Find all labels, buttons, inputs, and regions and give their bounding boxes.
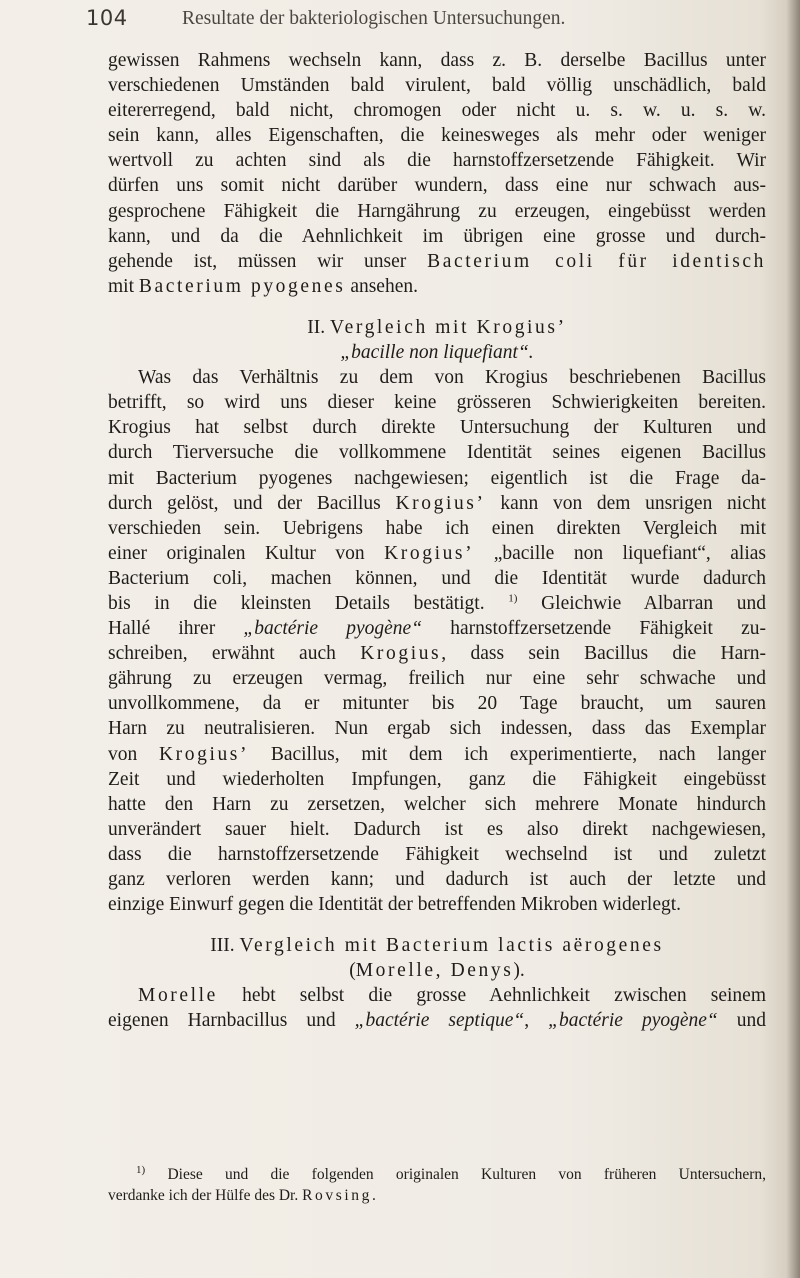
text-fragment: , — [524, 1010, 530, 1032]
text-fragment: Hallé ihrer — [108, 618, 216, 640]
text-line: unvollkommene, da er mitunter bis 20 Tage braucht, um sauren — [108, 693, 766, 715]
text-line: hatte den Harn zu zersetzen, welcher sich mehrere Monate hindurch — [108, 793, 766, 815]
text-fragment: einer originalen Kultur von — [108, 542, 365, 564]
section-title: Vergleich mit Krogius’ — [330, 316, 567, 338]
text-line — [108, 541, 766, 566]
page-number: 104 — [86, 6, 128, 30]
running-title: Resultate der bakteriologischen Untersuchungen. — [182, 8, 566, 29]
footnote-mark: 1) — [136, 1163, 146, 1176]
text-line — [108, 249, 766, 274]
text-fragment: harnstoffzersetzende Fähigkeit zu- — [450, 618, 767, 640]
text-line: Bacterium coli, machen können, und die Identität wurde dadurch — [108, 567, 766, 589]
text-line — [108, 274, 766, 299]
author-name-spaced: Morelle — [138, 985, 218, 1007]
text-fragment: und — [736, 1010, 767, 1032]
section-number: III. — [210, 935, 235, 957]
section-number: II. — [307, 316, 326, 338]
text-fragment: ( — [349, 960, 356, 982]
text-fragment: kann von dem unsrigen nicht — [500, 492, 767, 514]
text-fragment: gehende ist, müssen wir unser — [108, 250, 407, 272]
text-line: durch Tierversuche die vollkommene Identität seines eigenen Bacillus — [108, 442, 766, 464]
species-name-spaced: Bacterium coli für identisch — [427, 250, 766, 272]
section-heading — [108, 933, 766, 958]
text-line: kann, und da die Aehnlichkeit im übrigen eine grosse und durch- — [108, 225, 766, 247]
text-fragment: durch gelöst, und der Bacillus — [108, 492, 381, 514]
author-name-spaced: Krogius’ — [158, 743, 250, 765]
text-line: ganz verloren werden kann; und dadurch ist auch der letzte und — [108, 869, 766, 890]
text-fragment: ansehen. — [350, 275, 418, 297]
text-line: gewissen Rahmens wechseln kann, dass z. B. derselbe Bacillus unter — [108, 50, 766, 71]
text-fragment: mit — [108, 275, 135, 297]
text-fragment: bis in die kleinsten Details bestätigt. — [108, 592, 485, 614]
species-name-spaced: Bacterium pyogenes — [138, 275, 346, 297]
text-line: betrifft, so wird uns dieser keine grösseren Schwierigkeiten bereiten. — [108, 392, 766, 414]
text-fragment: . — [372, 1187, 376, 1204]
text-fragment: Bacillus, mit dem ich experimentierte, nach langer — [270, 743, 767, 765]
section-title: Vergleich mit Bacterium lactis aërogenes — [239, 935, 664, 957]
page-header — [86, 6, 726, 34]
text-line: dass die harnstoffzersetzende Fähigkeit wechselnd ist und zuletzt — [108, 843, 766, 865]
section-authors — [108, 958, 766, 983]
section-gap — [108, 917, 766, 933]
text-line: verschieden sein. Uebrigens habe ich einen direkten Vergleich mit — [108, 517, 766, 539]
text-line: mit Bacterium pyogenes nachgewiesen; eigentlich ist die Frage da- — [108, 467, 766, 489]
text-fragment: schreiben, erwähnt auch — [108, 643, 336, 665]
section-subtitle — [108, 340, 766, 365]
footnotes — [108, 1164, 766, 1206]
italic-term: „bactérie pyogène“ — [548, 1010, 718, 1032]
text-line: gesprochene Fähigkeit die Harngährung zu erzeugen, eingebüsst werden — [108, 200, 766, 222]
body-text — [108, 48, 766, 1034]
text-line — [108, 742, 766, 767]
text-fragment: ). — [513, 960, 525, 982]
text-fragment: Gleichwie Albarran und — [541, 592, 767, 614]
text-line: Krogius hat selbst durch direkte Untersuchung der Kulturen und — [108, 417, 766, 439]
text-line: Zeit und wiederholten Impfungen, ganz die Fähigkeit eingebüsst — [108, 768, 766, 790]
text-line: eitererregend, bald nicht, chromogen oder nicht u. s. w. u. s. w. — [108, 100, 766, 122]
text-line: Was das Verhältnis zu dem von Krogius beschriebenen Bacillus — [138, 367, 766, 389]
page-edge-shadow — [786, 0, 800, 1278]
text-line: wertvoll zu achten sind als die harnstoffzersetzende Fähigkeit. Wir — [108, 150, 766, 172]
text-fragment: eigenen Harnbacillus und — [108, 1010, 336, 1032]
text-line: verschiedenen Umständen bald virulent, bald völlig unschädlich, bald — [108, 75, 766, 97]
text-line: sein kann, alles Eigenschaften, die keinesweges als mehr oder weniger — [108, 125, 766, 147]
text-line: gährung zu erzeugen vermag, freilich nur eine sehr schwache und — [108, 668, 766, 690]
footnote-mark: 1) — [508, 592, 518, 605]
section-heading — [108, 315, 766, 340]
footnote-line — [108, 1185, 766, 1206]
footnote-line — [108, 1164, 766, 1185]
text-fragment: verdanke ich der Hülfe des Dr. — [108, 1187, 299, 1204]
text-line: unverändert sauer hielt. Dadurch ist es also direkt nachgewiesen, — [108, 818, 766, 840]
text-line: dürfen uns somit nicht darüber wundern, dass eine nur schwach aus- — [108, 175, 766, 197]
text-line — [108, 491, 766, 516]
section-gap — [108, 299, 766, 315]
italic-term: „bactérie pyogène“ — [243, 618, 423, 640]
text-line: Harn zu neutralisieren. Nun ergab sich indessen, dass das Exemplar — [108, 718, 766, 740]
text-line — [108, 591, 766, 616]
author-name-spaced: Krogius — [360, 643, 442, 665]
author-name-spaced: Krogius’ — [384, 542, 475, 564]
text-line — [108, 641, 766, 666]
text-fragment: hebt selbst die grosse Aehnlichkeit zwischen seinem — [242, 985, 766, 1007]
text-line — [108, 616, 766, 641]
text-line — [108, 1008, 766, 1033]
author-name-spaced: Rovsing — [302, 1187, 372, 1204]
text-line — [108, 983, 766, 1008]
text-line: einzige Einwurf gegen die Identität der betreffenden Mikroben widerlegt. — [108, 894, 682, 916]
text-fragment: „bacille non liquefiant“, alias — [493, 542, 766, 564]
text-fragment: von — [108, 743, 138, 765]
section-subtitle-text: „bacille non liquefiant“. — [340, 342, 534, 364]
author-names-spaced: Morelle, Denys — [355, 960, 514, 982]
text-fragment: , dass sein Bacillus die Harn- — [441, 643, 766, 665]
italic-term: „bactérie septique“ — [354, 1010, 525, 1032]
text-fragment: Diese und die folgenden originalen Kulturen von früheren Untersuchern, — [167, 1166, 766, 1183]
author-name-spaced: Krogius’ — [395, 492, 486, 514]
